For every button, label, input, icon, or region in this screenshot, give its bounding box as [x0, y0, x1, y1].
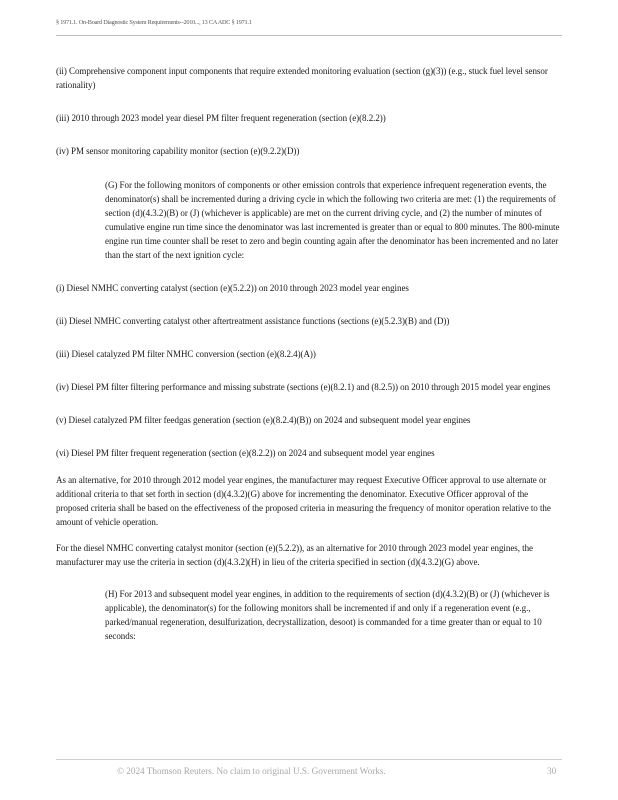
page-number: 30: [547, 766, 557, 776]
paragraph-ii-nmhc-aftertreatment: (ii) Diesel NMHC converting catalyst other aftertreatment assistance functions (sections (e)(5.2.3)(B) and (D)): [56, 316, 450, 326]
paragraph-h-regeneration-event: (H) For 2013 and subsequent model year engines, in addition to the requirements of section (d)(4.3.2)(B) or (J) (whichever is applicable), the denominator(s) for the following monitors shall be incremented if and only if a regeneration event (e.g., parked/manual regeneration, desulfurization, decrystallization, desoot) is commanded for a time greater than or equal to 10 seconds:: [105, 589, 550, 641]
paragraph-iii-pm-filter-nmhc: (iii) Diesel catalyzed PM filter NMHC conversion (section (e)(8.2.4)(A)): [56, 349, 316, 359]
footer-divider: [56, 759, 562, 760]
paragraph-g-infrequent-regeneration: (G) For the following monitors of components or other emission controls that experience infrequent regeneration events, the denominator(s) shall be incremented during a driving cycle in which the following two criteria are met: (1) the requirements of section (d)(4.3.2)(B) or (J) (whichever is applicable) are met on the current driving cycle, and (2) the number of minutes of cumulative engine run time since the denominator was last incremented is greater than or equal to 800 minutes. The 800-minute engine run time counter shall be reset to zero and begin counting again after the denominator has been incremented and no later than the start of the next ignition cycle:: [105, 180, 560, 260]
paragraph-i-nmhc-catalyst: (i) Diesel NMHC converting catalyst (section (e)(5.2.2)) on 2010 through 2023 model year engines: [56, 283, 409, 293]
footer-copyright: © 2024 Thomson Reuters. No claim to original U.S. Government Works.: [117, 766, 386, 776]
paragraph-v-feedgas-generation: (v) Diesel catalyzed PM filter feedgas generation (section (e)(8.2.4)(B)) on 2024 and subsequent model year engines: [56, 415, 471, 425]
header-divider: [56, 35, 562, 36]
paragraph-alternative-criteria: As an alternative, for 2010 through 2012 model year engines, the manufacturer may request Executive Officer approval to use alternate or additional criteria to that set forth in section (d)(4.3.2)(G) above for incrementing the denominator. Executive Officer approval of the proposed criteria shall be based on the effectiveness of the proposed criteria in measuring the frequency of monitor operation relative to the amount of vehicle operation.: [56, 475, 551, 527]
paragraph-vi-frequent-regeneration: (vi) Diesel PM filter frequent regeneration (section (e)(8.2.2)) on 2024 and subsequent model year engines: [56, 448, 435, 458]
paragraph-iii-pm-filter-regeneration: (iii) 2010 through 2023 model year diesel PM filter frequent regeneration (section (e)(8.2.2)): [56, 113, 386, 123]
paragraph-iv-pm-filter-filtering: (iv) Diesel PM filter filtering performance and missing substrate (sections (e)(8.2.1) and (8.2.5)) on 2010 through 2015 model year engines: [56, 382, 551, 392]
paragraph-nmhc-alternative: For the diesel NMHC converting catalyst monitor (section (e)(5.2.2)), as an alternative for 2010 through 2023 model year engines, the manufacturer may use the criteria in section (d)(4.3.2)(H) in lieu of the criteria specified in section (d)(4.3.2)(G) above.: [56, 543, 533, 567]
paragraph-ii-comprehensive-component: (ii) Comprehensive component input components that require extended monitoring evaluation (section (g)(3)) (e.g., stuck fuel level sensor rationality): [56, 66, 548, 90]
page-body: [56, 64, 562, 643]
running-header: § 1971.1. On-Board Diagnostic System Requirements--2010..., 13 CA ADC § 1971.1: [56, 19, 252, 26]
paragraph-iv-pm-sensor: (iv) PM sensor monitoring capability monitor (section (e)(9.2.2)(D)): [56, 146, 300, 156]
